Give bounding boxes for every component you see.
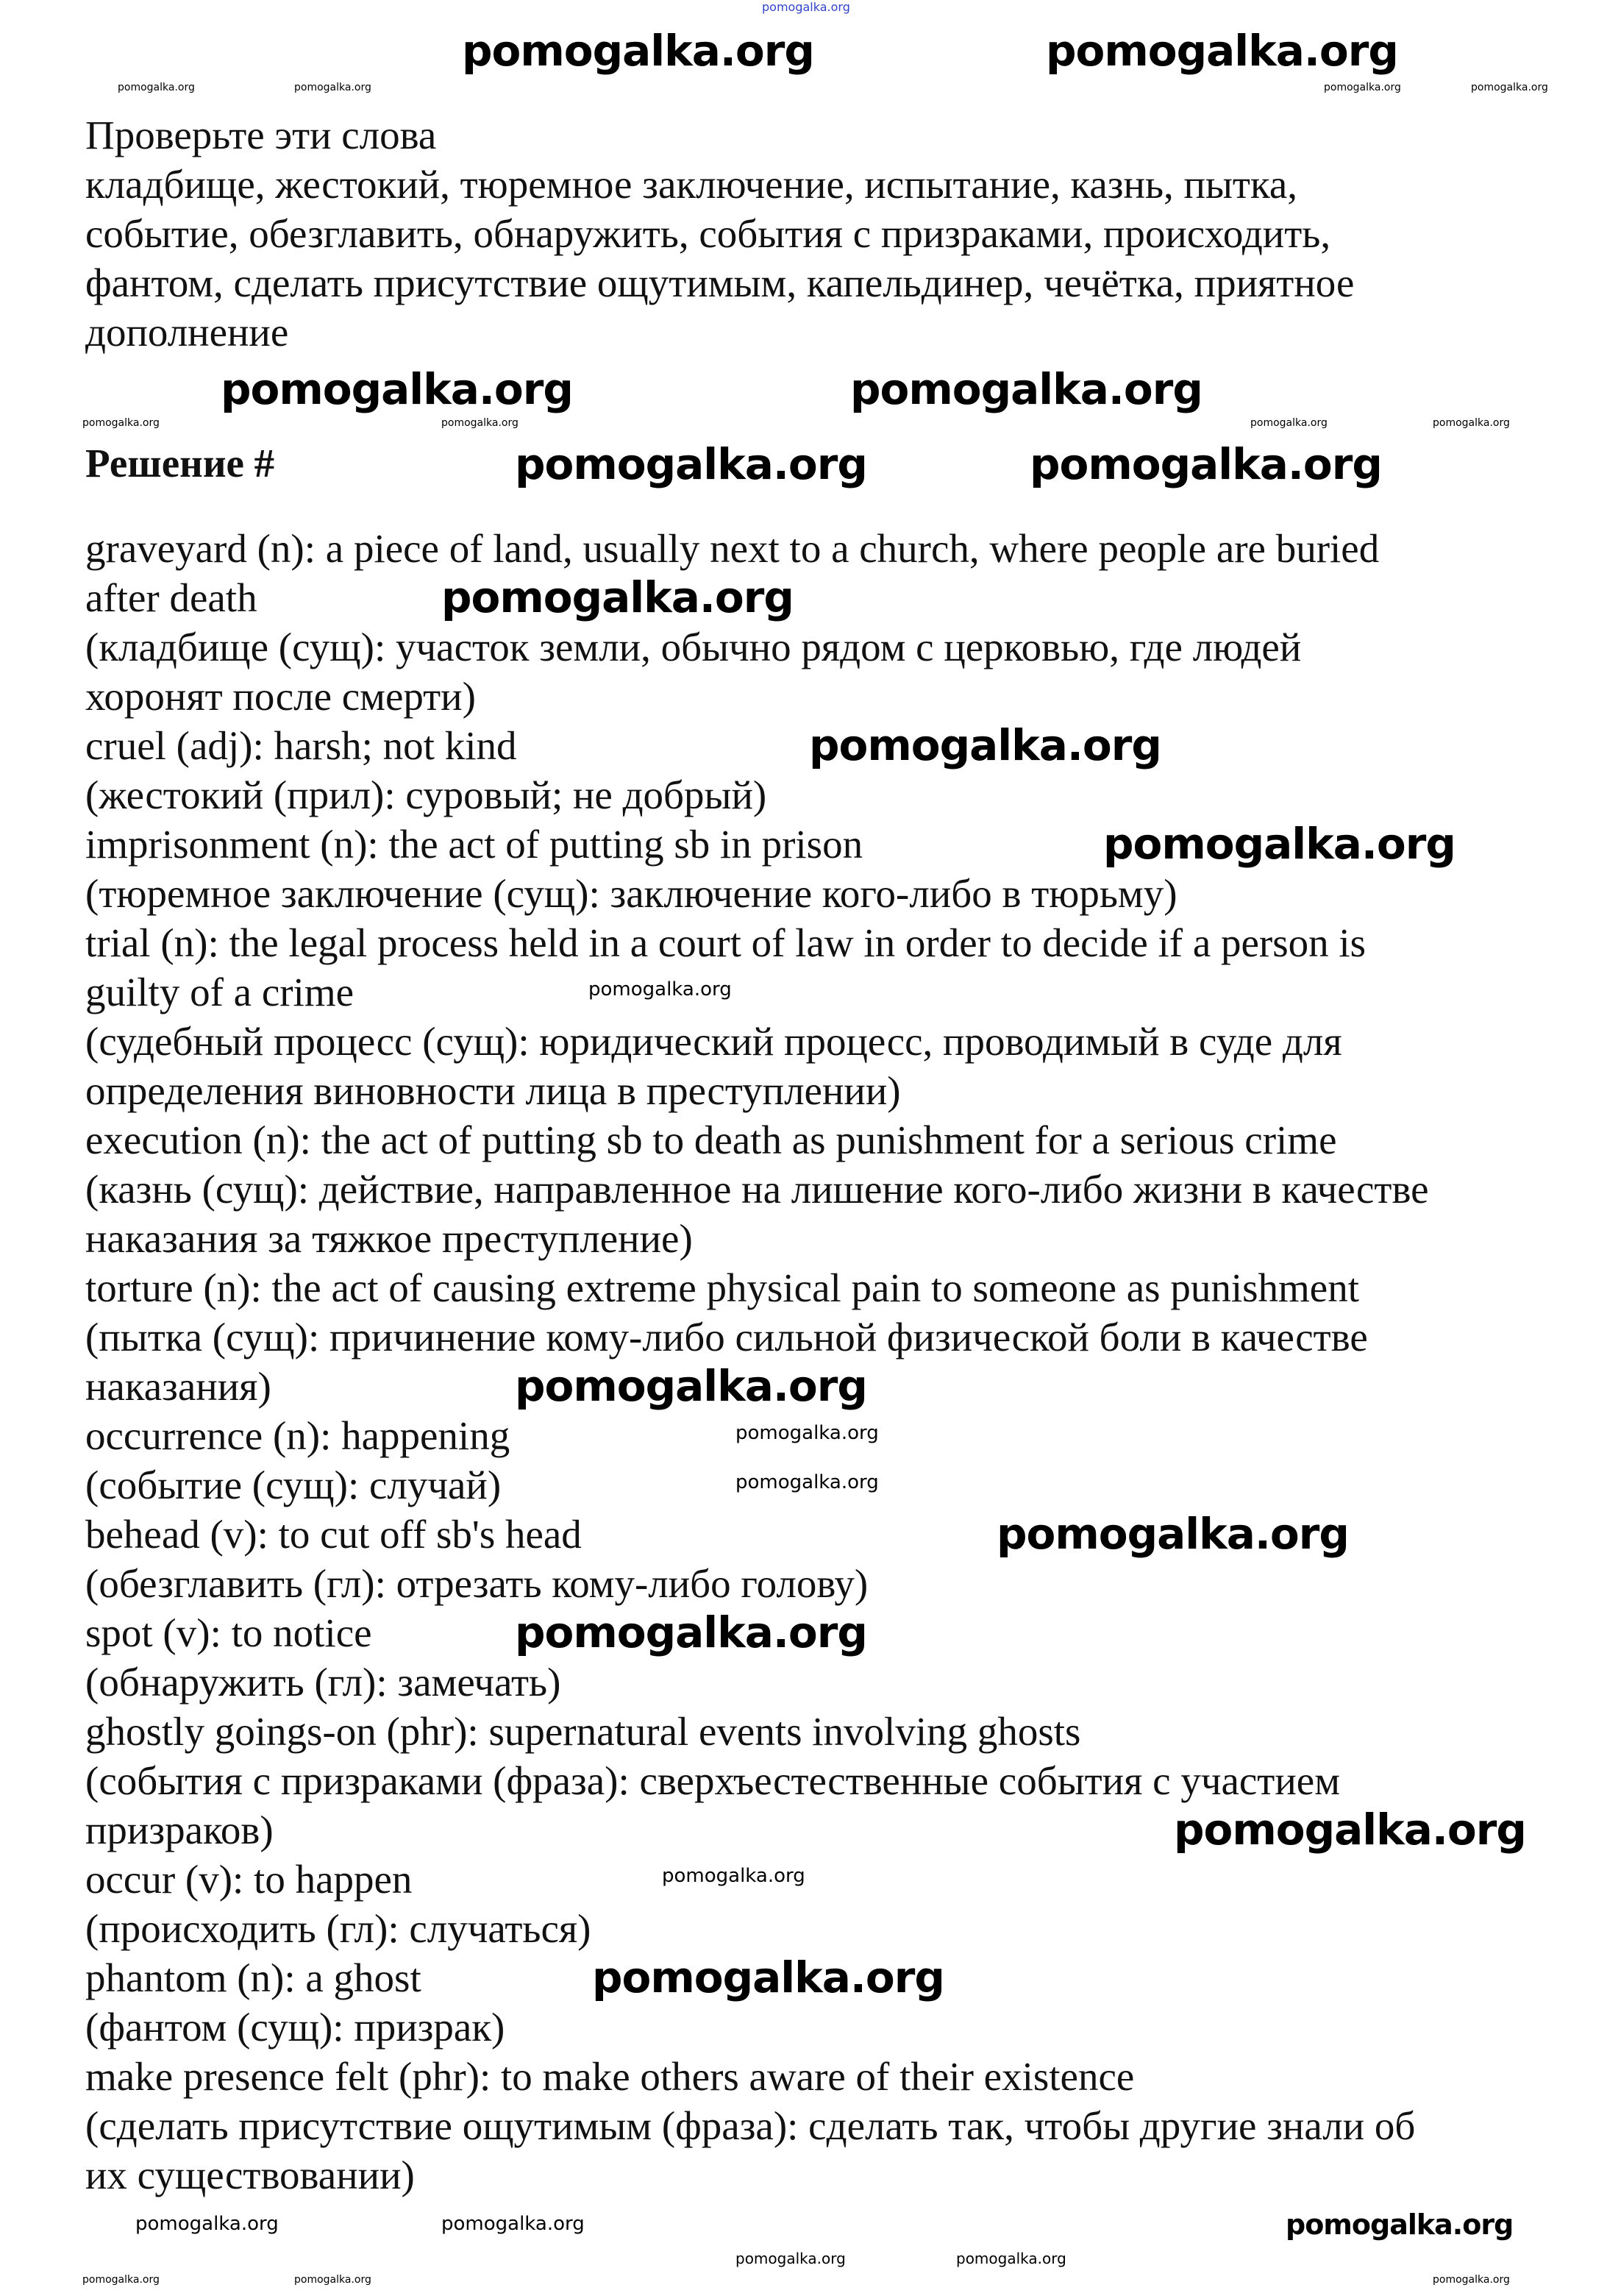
solution-line: guilty of a crime xyxy=(85,970,354,1014)
solution-line: (кладбище (сущ): участок земли, обычно рядом с церковью, где людей xyxy=(85,625,1302,669)
task-line: кладбище, жестокий, тюремное заключение, испытание, казнь, пытка, xyxy=(85,162,1298,207)
solution-line: наказания) xyxy=(85,1364,271,1409)
watermark: pomogalka.org xyxy=(441,572,794,622)
task-text xyxy=(85,110,1354,357)
watermark: pomogalka.org xyxy=(588,978,732,1000)
watermark: pomogalka.org xyxy=(1433,417,1510,429)
solution-line: ghostly goings-on (phr): supernatural events involving ghosts xyxy=(85,1709,1081,1754)
watermark: pomogalka.org xyxy=(82,2274,160,2286)
solution-line: execution (n): the act of putting sb to death as punishment for a serious crime xyxy=(85,1117,1337,1162)
solution-heading: Решение # xyxy=(85,441,275,486)
solution-line: призраков) xyxy=(85,1808,274,1852)
solution-line: наказания за тяжкое преступление) xyxy=(85,1216,693,1261)
watermark: pomogalka.org xyxy=(82,417,160,429)
solution-line: их существовании) xyxy=(85,2153,415,2197)
solution-line: occurrence (n): happening xyxy=(85,1413,510,1458)
watermark: pomogalka.org xyxy=(294,2274,371,2286)
watermark: pomogalka.org xyxy=(1174,1805,1526,1855)
solution-line: phantom (n): a ghost xyxy=(85,1955,421,2000)
watermark: pomogalka.org xyxy=(1324,82,1401,93)
watermark: pomogalka.org xyxy=(1103,819,1455,869)
watermark: pomogalka.org xyxy=(515,439,867,489)
watermark: pomogalka.org xyxy=(1030,439,1382,489)
solution-line: trial (n): the legal process held in a court of law in order to decide if a person is xyxy=(85,920,1367,965)
solution-line: (казнь (сущ): действие, направленное на лишение кого-либо жизни в качестве xyxy=(85,1167,1429,1212)
watermark: pomogalka.org xyxy=(441,2213,585,2235)
solution-line: occur (v): to happen xyxy=(85,1857,413,1902)
solution-line: cruel (adj): harsh; not kind xyxy=(85,723,517,768)
watermark: pomogalka.org xyxy=(294,82,371,93)
watermark: pomogalka.org xyxy=(462,26,814,76)
solution-line: (обезглавить (гл): отрезать кому-либо голову) xyxy=(85,1561,869,1606)
solution-line: (событие (сущ): случай) xyxy=(85,1462,502,1507)
watermark: pomogalka.org xyxy=(118,82,195,93)
solution-line: spot (v): to notice xyxy=(85,1610,372,1655)
solution-line: graveyard (n): a piece of land, usually next to a church, where people are buried xyxy=(85,526,1380,571)
watermark: pomogalka.org xyxy=(762,0,850,14)
watermark: pomogalka.org xyxy=(997,1509,1349,1559)
solution-line: behead (v): to cut off sb's head xyxy=(85,1512,582,1557)
watermark: pomogalka.org xyxy=(1046,26,1398,76)
solution-line: (события с призраками (фраза): сверхъестественные события с участием xyxy=(85,1758,1340,1803)
task-line: дополнение xyxy=(85,310,289,355)
watermark: pomogalka.org xyxy=(592,1952,944,2002)
watermark: pomogalka.org xyxy=(809,720,1161,770)
solution-line: (судебный процесс (сущ): юридический процесс, проводимый в суде для xyxy=(85,1019,1342,1064)
watermark: pomogalka.org xyxy=(1433,2274,1510,2286)
solution-line: make presence felt (phr): to make others aware of their existence xyxy=(85,2054,1135,2099)
watermark: pomogalka.org xyxy=(1286,2208,1514,2241)
solution-line: (жестокий (прил): суровый; не добрый) xyxy=(85,772,767,817)
solution-line: определения виновности лица в преступлении) xyxy=(85,1068,901,1113)
watermark: pomogalka.org xyxy=(662,1865,805,1887)
solution-line: (пытка (сущ): причинение кому-либо сильной физической боли в качестве xyxy=(85,1315,1368,1360)
watermark: pomogalka.org xyxy=(735,2250,846,2267)
watermark: pomogalka.org xyxy=(221,364,573,414)
watermark: pomogalka.org xyxy=(1471,82,1548,93)
solution-line: (фантом (сущ): призрак) xyxy=(85,2005,505,2050)
watermark: pomogalka.org xyxy=(135,2213,279,2235)
solution-line: хоронят после смерти) xyxy=(85,674,476,719)
solution-line: imprisonment (n): the act of putting sb in prison xyxy=(85,822,863,867)
watermark: pomogalka.org xyxy=(735,1471,879,1493)
solution-line: after death xyxy=(85,575,257,620)
solution-line: (обнаружить (гл): замечать) xyxy=(85,1660,561,1705)
watermark: pomogalka.org xyxy=(956,2250,1066,2267)
watermark: pomogalka.org xyxy=(441,417,519,429)
task-line: событие, обезглавить, обнаружить, события с призраками, происходить, xyxy=(85,211,1331,256)
watermark: pomogalka.org xyxy=(1250,417,1328,429)
solution-line: torture (n): the act of causing extreme physical pain to someone as punishment xyxy=(85,1265,1359,1310)
solution-line: (происходить (гл): случаться) xyxy=(85,1906,591,1951)
watermark: pomogalka.org xyxy=(850,364,1202,414)
task-line: Проверьте эти слова xyxy=(85,113,437,157)
watermark: pomogalka.org xyxy=(735,1422,879,1444)
solution-line: (тюремное заключение (сущ): заключение кого-либо в тюрьму) xyxy=(85,871,1177,916)
watermark: pomogalka.org xyxy=(515,1607,867,1657)
solution-line: (сделать присутствие ощутимым (фраза): сделать так, чтобы другие знали об xyxy=(85,2103,1416,2148)
task-line: фантом, сделать присутствие ощутимым, капельдинер, чечётка, приятное xyxy=(85,260,1355,305)
watermark: pomogalka.org xyxy=(515,1361,867,1411)
